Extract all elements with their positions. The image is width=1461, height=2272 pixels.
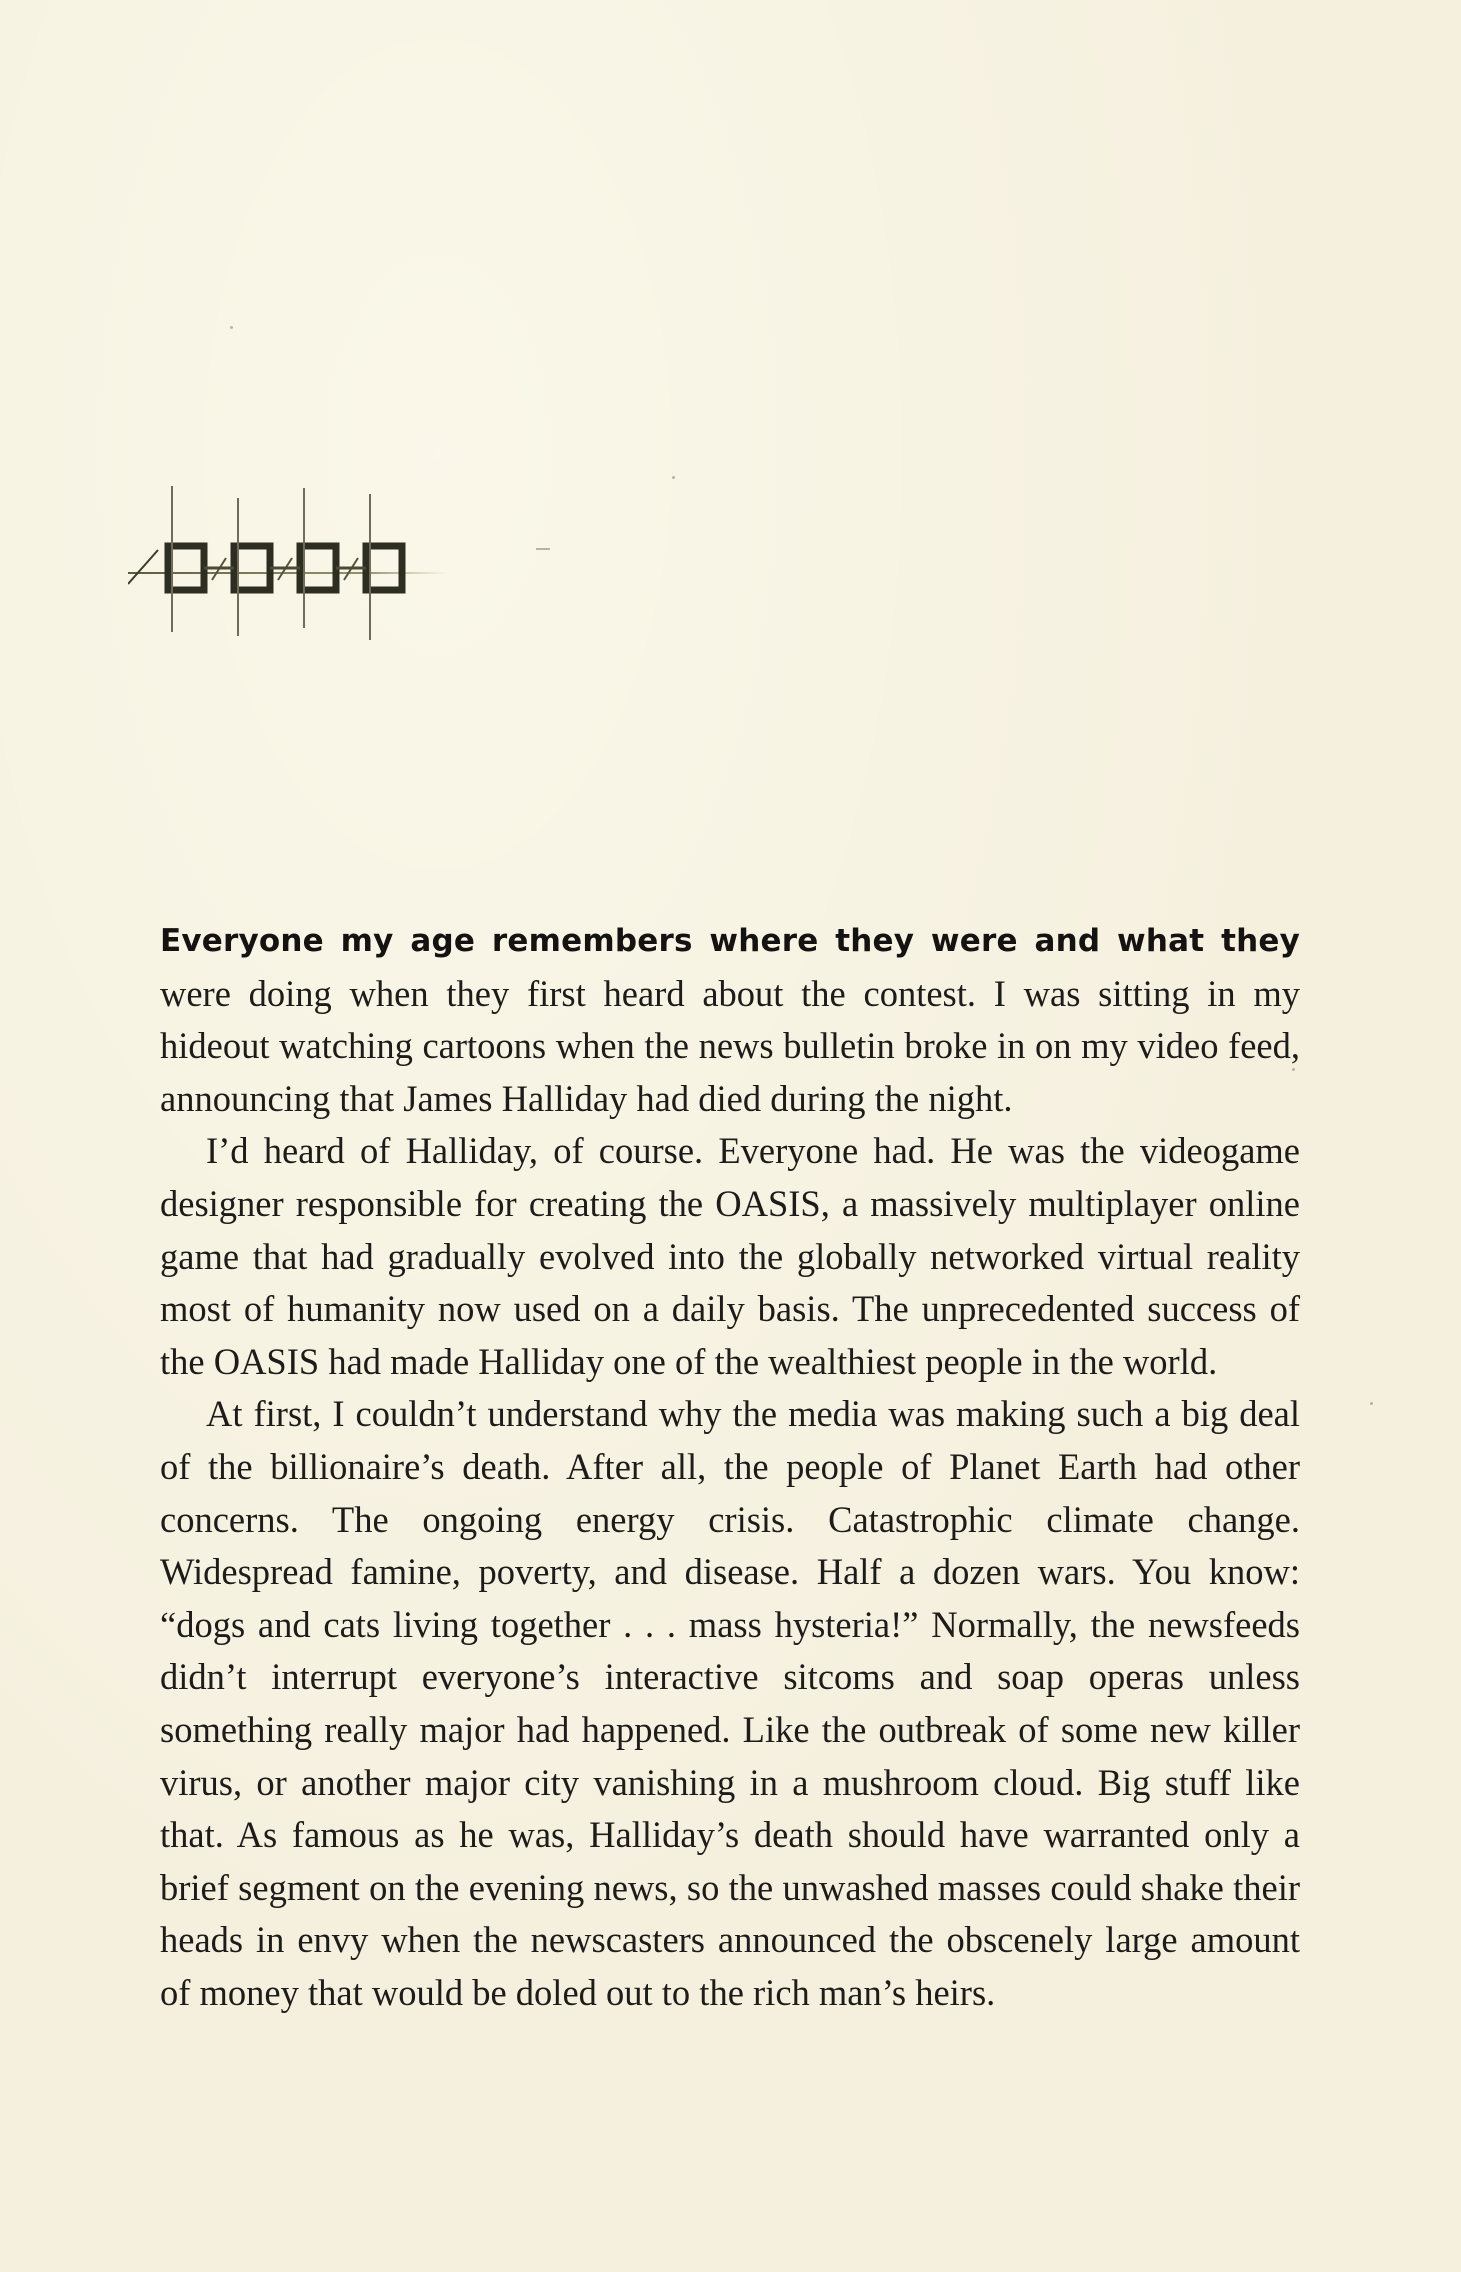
paper-speck xyxy=(1370,1402,1373,1405)
paragraph-1: were doing when they first heard about the contest. I was sitting in my hideout watching cartoons when the news bulletin broke in on my video feed, announcing that James Halliday had died during the night. xyxy=(160,972,1300,1119)
lead-in-line: Everyone my age remembers where they were and what they xyxy=(160,923,1300,959)
chapter-text xyxy=(160,915,1300,2019)
binary-zero-glyphs-icon xyxy=(128,480,478,640)
paper-speck xyxy=(230,326,233,329)
paragraph-3: At first, I couldn’t understand why the media was making such a big deal of the billionaire’s death. After all, the people of Planet Earth had other concerns. The ongoing energy crisis. Catastrophic climate change. Widespread famine, poverty, and disease. Half a dozen wars. You know: “dogs and cats living together . . . mass hysteria!” Normally, the newsfeeds didn’t interrupt everyone’s interactive sitcoms and soap operas unless something really major had happened. Like the outbreak of some new killer virus, or another major city vanishing in a mushroom cloud. Big stuff like that. As famous as he was, Halliday’s death should have warranted only a brief segment on the evening news, so the unwashed masses could shake their heads in envy when the newscasters announced the obscenely large amount of money that would be doled out to the rich man’s heirs. xyxy=(160,1393,1300,2013)
stray-mark xyxy=(536,548,550,550)
paragraph-2: I’d heard of Halliday, of course. Everyone had. He was the videogame designer responsible for creating the OASIS, a massively multiplayer online game that had gradually evolved into the globally networked virtual reality most of humanity now used on a daily basis. The unprecedented success of the OASIS had made Halliday one of the wealthiest people in the world. xyxy=(160,1130,1300,1382)
paper-speck xyxy=(672,476,675,479)
